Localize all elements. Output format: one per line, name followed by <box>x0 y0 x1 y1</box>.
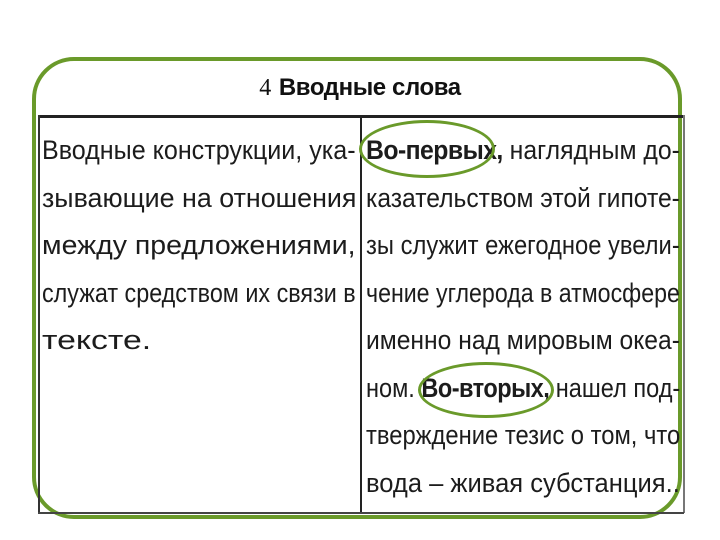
table-column-divider <box>360 115 362 513</box>
example-cell <box>366 127 680 507</box>
introductory-word: Во-первых, <box>366 135 503 165</box>
table-left-border <box>38 115 40 513</box>
example-text: нашел под- <box>549 372 681 403</box>
slide-title <box>0 74 720 102</box>
example-line <box>366 412 681 460</box>
introductory-word: Во-вторых, <box>421 372 550 403</box>
example-text: именно над мировым океа- <box>366 325 680 355</box>
example-text: зы служит ежегодное увели- <box>366 230 680 260</box>
example-line <box>366 175 680 223</box>
highlight-oval-second <box>418 362 554 418</box>
table-right-border <box>683 115 685 513</box>
example-line <box>366 317 680 365</box>
example-line <box>366 270 680 318</box>
example-text: казательством этой гипоте- <box>366 182 680 213</box>
example-text: наглядным до- <box>502 135 680 165</box>
example-line <box>366 222 680 270</box>
rule-line: служат средством их связи в <box>42 277 356 308</box>
table-bottom-border <box>38 512 684 514</box>
title-number: 4 <box>259 75 271 101</box>
example-text: вода – живая субстанция.. <box>366 467 680 498</box>
highlight-oval-first <box>359 120 495 178</box>
title-text: Вводные слова <box>278 74 461 101</box>
rule-description-cell <box>42 127 356 365</box>
rule-line: между предложениями, <box>42 230 356 260</box>
example-text: тверждение тезис о том, что <box>366 420 681 450</box>
rule-line: Вводные конструкции, ука- <box>42 135 356 165</box>
example-text: ном. <box>366 372 422 403</box>
example-text: чение углерода в атмосфере <box>366 277 680 308</box>
example-line <box>366 460 680 508</box>
rule-line: зывающие на отношения <box>42 182 357 213</box>
rule-line: тексте. <box>42 325 152 355</box>
